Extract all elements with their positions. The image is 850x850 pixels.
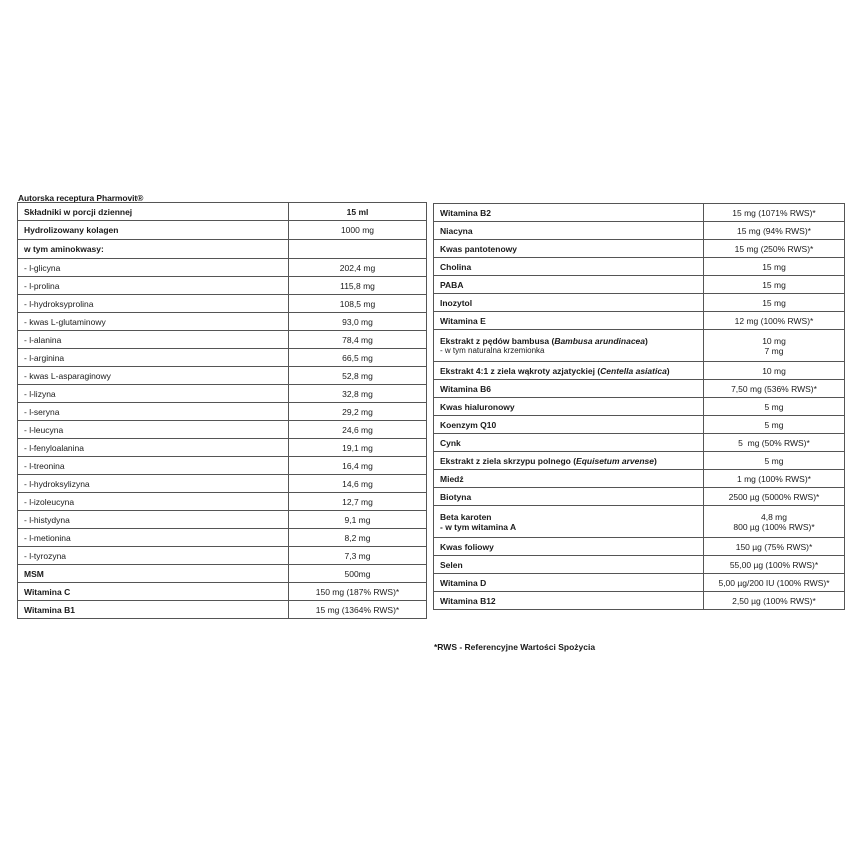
table-row: [434, 592, 845, 610]
ingredient-label: - l-histydyna: [18, 511, 289, 529]
ingredient-label: - l-metionina: [18, 529, 289, 547]
ingredient-value: 5 mg: [704, 416, 845, 434]
ingredient-value: 202,4 mg: [289, 259, 427, 277]
ingredient-value: 15 mg (94% RWS)*: [704, 222, 845, 240]
ingredient-value: 5,00 µg/200 IU (100% RWS)*: [704, 574, 845, 592]
table-row: [18, 221, 427, 240]
table-row: [18, 565, 427, 583]
ingredient-value: 150 mg (187% RWS)*: [289, 583, 427, 601]
ingredient-label: Niacyna: [434, 222, 704, 240]
table-row: [18, 277, 427, 295]
ingredient-value: 78,4 mg: [289, 331, 427, 349]
ingredient-label: - l-hydroksyprolina: [18, 295, 289, 313]
ingredient-label: Hydrolizowany kolagen: [18, 221, 289, 240]
table-row: [434, 574, 845, 592]
ingredient-label: Cynk: [434, 434, 704, 452]
column-header-ingredients: Składniki w porcji dziennej: [18, 203, 289, 221]
ingredient-label: - kwas L-asparaginowy: [18, 367, 289, 385]
ingredient-value: 108,5 mg: [289, 295, 427, 313]
ingredient-label: Cholina: [434, 258, 704, 276]
ingredient-label: - kwas L-glutaminowy: [18, 313, 289, 331]
ingredient-label: Witamina B12: [434, 592, 704, 610]
ingredient-value: 115,8 mg: [289, 277, 427, 295]
table-row: [18, 367, 427, 385]
ingredient-value: 24,6 mg: [289, 421, 427, 439]
ingredient-value: 32,8 mg: [289, 385, 427, 403]
table-row: [434, 488, 845, 506]
ingredient-value: 1 mg (100% RWS)*: [704, 470, 845, 488]
ingredient-label: Kwas foliowy: [434, 538, 704, 556]
ingredient-label: - l-glicyna: [18, 259, 289, 277]
ingredient-label: Kwas hialuronowy: [434, 398, 704, 416]
ingredient-label: Selen: [434, 556, 704, 574]
table-row: [434, 204, 845, 222]
table-row: [18, 493, 427, 511]
ingredient-label: Ekstrakt 4:1 z ziela wąkroty azjatyckiej (Centella asiatica): [434, 362, 704, 380]
rws-footnote: *RWS - Referencyjne Wartości Spożycia: [434, 642, 596, 652]
ingredient-value: 29,2 mg: [289, 403, 427, 421]
table-row: [18, 439, 427, 457]
table-row: [18, 421, 427, 439]
ingredient-value: 150 µg (75% RWS)*: [704, 538, 845, 556]
ingredient-value: 15 mg (1364% RWS)*: [289, 601, 427, 619]
ingredient-value: 2,50 µg (100% RWS)*: [704, 592, 845, 610]
ingredient-label: PABA: [434, 276, 704, 294]
table-row: [18, 331, 427, 349]
table-row: [434, 240, 845, 258]
ingredient-label: - l-arginina: [18, 349, 289, 367]
ingredient-value: 16,4 mg: [289, 457, 427, 475]
ingredient-sub-label: - w tym witamina A: [440, 521, 517, 532]
ingredient-label: - l-leucyna: [18, 421, 289, 439]
table-row: [18, 547, 427, 565]
table-row: [18, 475, 427, 493]
ingredient-label: - l-tyrozyna: [18, 547, 289, 565]
table-row: [18, 295, 427, 313]
ingredient-value: 10 mg: [704, 362, 845, 380]
ingredient-label: Witamina E: [434, 312, 704, 330]
ingredient-value: 7,50 mg (536% RWS)*: [704, 380, 845, 398]
ingredient-label: Miedź: [434, 470, 704, 488]
ingredient-label: Witamina C: [18, 583, 289, 601]
ingredient-value: 19,1 mg: [289, 439, 427, 457]
ingredient-value: 14,6 mg: [289, 475, 427, 493]
ingredient-label: Koenzym Q10: [434, 416, 704, 434]
recipe-caption: Autorska receptura Pharmovit®: [18, 193, 144, 203]
ingredient-label: - l-seryna: [18, 403, 289, 421]
ingredient-label: Witamina B1: [18, 601, 289, 619]
ingredient-value: [704, 330, 845, 362]
left-nutrition-table: [17, 202, 427, 619]
table-row: [434, 362, 845, 380]
table-row: [434, 470, 845, 488]
ingredient-value: [289, 240, 427, 259]
sub-value: 7 mg: [764, 345, 784, 356]
ingredient-value: 7,3 mg: [289, 547, 427, 565]
table-row: [434, 380, 845, 398]
ingredient-label: - l-hydroksylizyna: [18, 475, 289, 493]
table-header-row: [18, 203, 427, 221]
main-value: 4,8 mg: [761, 511, 787, 522]
ingredient-value: 9,1 mg: [289, 511, 427, 529]
ingredient-value: 8,2 mg: [289, 529, 427, 547]
ingredient-label: - l-alanina: [18, 331, 289, 349]
ingredient-label: Biotyna: [434, 488, 704, 506]
table-row: [18, 457, 427, 475]
ingredient-label: Witamina B2: [434, 204, 704, 222]
table-row: [18, 313, 427, 331]
ingredient-value: 52,8 mg: [289, 367, 427, 385]
table-row: [18, 240, 427, 259]
table-row: [18, 529, 427, 547]
table-row: [434, 556, 845, 574]
ingredient-value: [704, 506, 845, 538]
ingredient-label: Witamina D: [434, 574, 704, 592]
table-row: [434, 312, 845, 330]
ingredient-label: - l-izoleucyna: [18, 493, 289, 511]
ingredient-label: Inozytol: [434, 294, 704, 312]
ingredient-value: 15 mg (1071% RWS)*: [704, 204, 845, 222]
ingredient-sub-label: - w tym naturalna krzemionka: [440, 346, 545, 355]
table-row: [18, 583, 427, 601]
ingredient-value: 2500 µg (5000% RWS)*: [704, 488, 845, 506]
table-row: [18, 385, 427, 403]
table-row: [18, 259, 427, 277]
table-row: [434, 258, 845, 276]
ingredient-value: 66,5 mg: [289, 349, 427, 367]
ingredient-label: - l-prolina: [18, 277, 289, 295]
ingredient-label: - l-treonina: [18, 457, 289, 475]
ingredient-label: MSM: [18, 565, 289, 583]
table-row: [434, 330, 845, 362]
right-nutrition-table: [433, 203, 845, 610]
table-row: [434, 276, 845, 294]
ingredient-label: Kwas pantotenowy: [434, 240, 704, 258]
sub-value: 800 µg (100% RWS)*: [733, 521, 815, 532]
bamboo-extract-label: Ekstrakt z pędów bambusa (Bambusa arundinacea): [440, 336, 648, 346]
ingredient-value: 15 mg (250% RWS)*: [704, 240, 845, 258]
ingredient-value: 15 mg: [704, 258, 845, 276]
table-row: [434, 416, 845, 434]
column-header-portion: 15 ml: [289, 203, 427, 221]
ingredient-label: - l-lizyna: [18, 385, 289, 403]
table-row: [434, 434, 845, 452]
table-row: [18, 511, 427, 529]
ingredient-value: 1000 mg: [289, 221, 427, 240]
table-row: [18, 601, 427, 619]
ingredient-label: - l-fenyloalanina: [18, 439, 289, 457]
amino-heading: w tym aminokwasy:: [18, 240, 289, 259]
ingredient-label: Witamina B6: [434, 380, 704, 398]
ingredient-value: 5 mg: [704, 398, 845, 416]
ingredient-value: 55,00 µg (100% RWS)*: [704, 556, 845, 574]
ingredient-value: 15 mg: [704, 276, 845, 294]
table-row: [434, 506, 845, 538]
table-row: [434, 294, 845, 312]
ingredient-value: 12,7 mg: [289, 493, 427, 511]
ingredient-value: 12 mg (100% RWS)*: [704, 312, 845, 330]
ingredient-value: 500mg: [289, 565, 427, 583]
ingredient-value: 5 mg (50% RWS)*: [704, 434, 845, 452]
beta-carotene-label: Beta karoten: [440, 511, 492, 522]
ingredient-value: 15 mg: [704, 294, 845, 312]
table-row: [18, 403, 427, 421]
main-value: 10 mg: [762, 335, 786, 346]
ingredient-value: 5 mg: [704, 452, 845, 470]
ingredient-label: Ekstrakt z ziela skrzypu polnego (Equisetum arvense): [434, 452, 704, 470]
table-row: [434, 398, 845, 416]
table-row: [434, 538, 845, 556]
table-row: [434, 452, 845, 470]
ingredient-label: [434, 506, 704, 538]
ingredient-label: [434, 330, 704, 362]
table-row: [18, 349, 427, 367]
table-row: [434, 222, 845, 240]
ingredient-value: 93,0 mg: [289, 313, 427, 331]
